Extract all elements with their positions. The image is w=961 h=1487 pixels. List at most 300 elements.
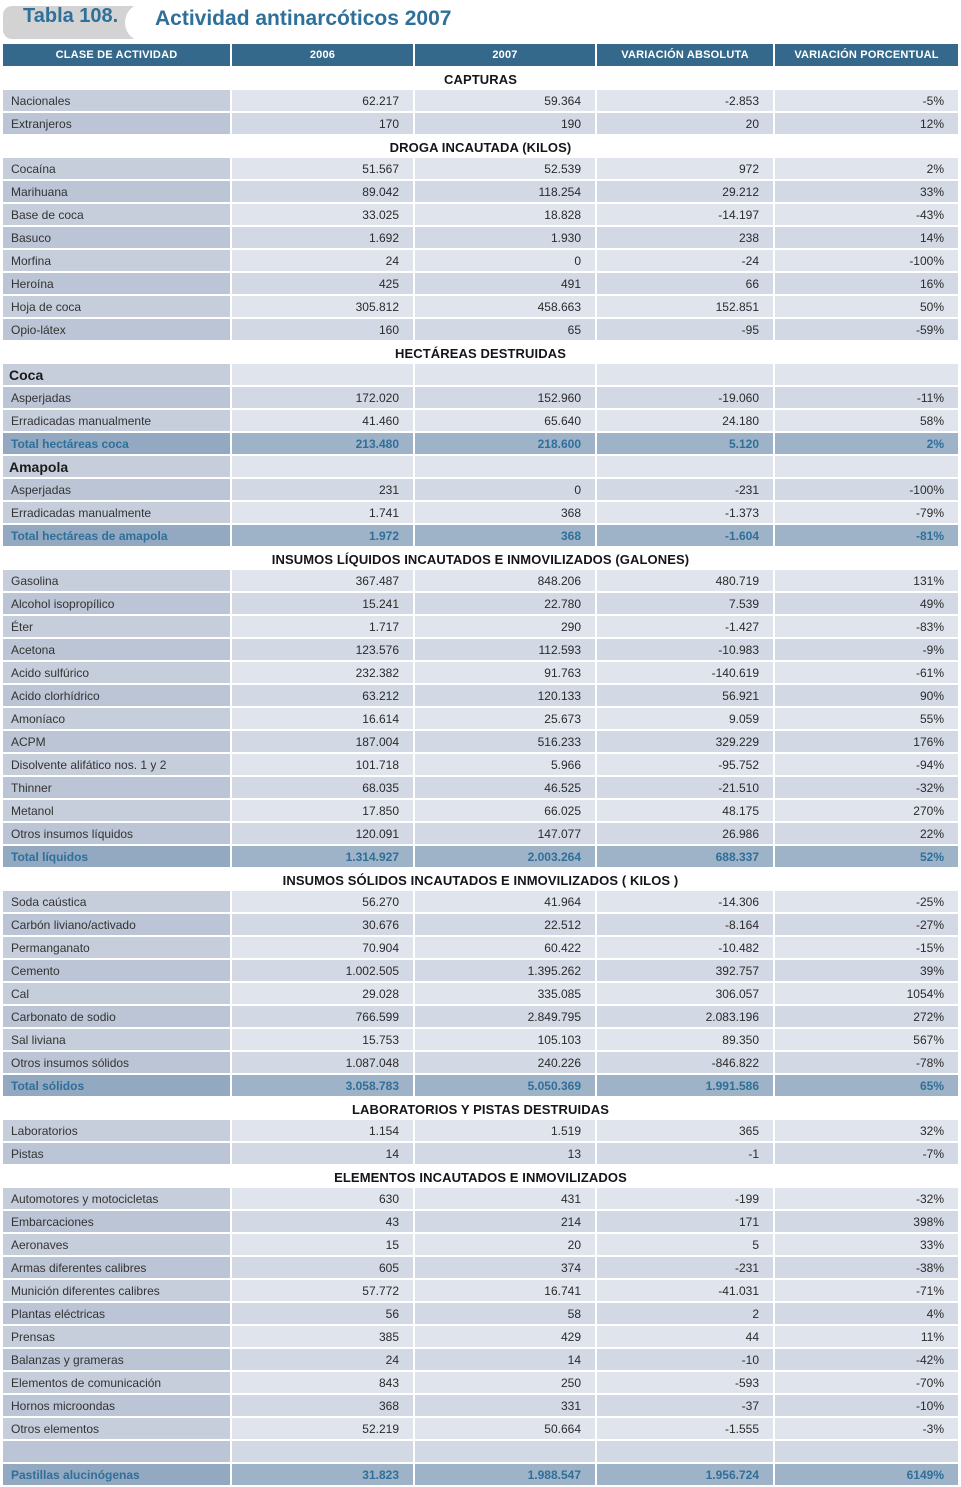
value-2006-cell: 70.904 bbox=[232, 937, 413, 958]
variation-absolute-cell: -1.555 bbox=[597, 1418, 773, 1439]
variation-percent-cell: -94% bbox=[775, 754, 958, 775]
activity-label-cell: Otros insumos sólidos bbox=[3, 1052, 230, 1073]
value-2007-cell: 13 bbox=[415, 1143, 595, 1164]
value-2006-cell: 766.599 bbox=[232, 1006, 413, 1027]
variation-percent-cell: -83% bbox=[775, 616, 958, 637]
table-row bbox=[3, 1303, 958, 1324]
value-2006-cell: 120.091 bbox=[232, 823, 413, 844]
section-title: HECTÁREAS DESTRUIDAS bbox=[394, 345, 566, 361]
activity-label-cell: Nacionales bbox=[3, 90, 230, 111]
table-row bbox=[3, 777, 958, 798]
table-row bbox=[3, 1257, 958, 1278]
table-row bbox=[3, 1052, 958, 1073]
empty-row bbox=[3, 1441, 958, 1462]
variation-absolute-cell: -41.031 bbox=[597, 1280, 773, 1301]
value-2006-cell: 15.241 bbox=[232, 593, 413, 614]
activity-label-cell: Hoja de coca bbox=[3, 296, 230, 317]
table-row bbox=[3, 616, 958, 637]
variation-percent-cell: 50% bbox=[775, 296, 958, 317]
activity-label-cell: Cal bbox=[3, 983, 230, 1004]
variation-percent-cell: 58% bbox=[775, 410, 958, 431]
variation-percent-cell: 12% bbox=[775, 113, 958, 134]
activity-label-cell: Total sólidos bbox=[3, 1075, 230, 1096]
table-row bbox=[3, 1211, 958, 1232]
table-row bbox=[3, 319, 958, 340]
variation-absolute-cell: 329.229 bbox=[597, 731, 773, 752]
value-2006-cell: 57.772 bbox=[232, 1280, 413, 1301]
value-2007-cell: 491 bbox=[415, 273, 595, 294]
variation-absolute-cell: -14.306 bbox=[597, 891, 773, 912]
variation-percent-cell: 14% bbox=[775, 227, 958, 248]
value-2006-cell: 30.676 bbox=[232, 914, 413, 935]
column-header-1: 2006 bbox=[232, 44, 413, 66]
value-2007-cell: 147.077 bbox=[415, 823, 595, 844]
value-2007-cell: 218.600 bbox=[415, 433, 595, 454]
value-2007-cell: 14 bbox=[415, 1349, 595, 1370]
activity-label-cell: Éter bbox=[3, 616, 230, 637]
table-row bbox=[3, 502, 958, 523]
value-2006-cell: 630 bbox=[232, 1188, 413, 1209]
table-row bbox=[3, 113, 958, 134]
activity-label-cell: Erradicadas manualmente bbox=[3, 502, 230, 523]
variation-absolute-cell: -95.752 bbox=[597, 754, 773, 775]
variation-absolute-cell: 2.083.196 bbox=[597, 1006, 773, 1027]
variation-absolute-cell bbox=[597, 456, 773, 477]
variation-absolute-cell: 5 bbox=[597, 1234, 773, 1255]
activity-label-cell: Embarcaciones bbox=[3, 1211, 230, 1232]
value-2006-cell bbox=[232, 1441, 413, 1462]
total-row bbox=[3, 846, 958, 867]
variation-absolute-cell: 44 bbox=[597, 1326, 773, 1347]
activity-label-cell: Carbón liviano/activado bbox=[3, 914, 230, 935]
column-header-0: CLASE DE ACTIVIDAD bbox=[3, 44, 230, 66]
value-2007-cell: 335.085 bbox=[415, 983, 595, 1004]
variation-absolute-cell: -10 bbox=[597, 1349, 773, 1370]
value-2007-cell: 52.539 bbox=[415, 158, 595, 179]
subheader-row bbox=[3, 456, 958, 477]
variation-absolute-cell: 1.956.724 bbox=[597, 1464, 773, 1485]
activity-label-cell: Otros insumos líquidos bbox=[3, 823, 230, 844]
value-2007-cell bbox=[415, 364, 595, 385]
total-row bbox=[3, 433, 958, 454]
section-title: INSUMOS SÓLIDOS INCAUTADOS E INMOVILIZADOS ( KILOS ) bbox=[282, 872, 679, 888]
value-2006-cell: 1.087.048 bbox=[232, 1052, 413, 1073]
section-title: DROGA INCAUTADA (KILOS) bbox=[389, 139, 572, 155]
value-2006-cell: 56.270 bbox=[232, 891, 413, 912]
value-2007-cell: 214 bbox=[415, 1211, 595, 1232]
value-2007-cell: 5.050.369 bbox=[415, 1075, 595, 1096]
value-2006-cell: 385 bbox=[232, 1326, 413, 1347]
activity-label-cell: Pistas bbox=[3, 1143, 230, 1164]
value-2006-cell: 1.692 bbox=[232, 227, 413, 248]
variation-absolute-cell: 7.539 bbox=[597, 593, 773, 614]
value-2006-cell: 52.219 bbox=[232, 1418, 413, 1439]
table-row bbox=[3, 387, 958, 408]
activity-label-cell: Total hectáreas coca bbox=[3, 433, 230, 454]
value-2007-cell: 368 bbox=[415, 502, 595, 523]
value-2006-cell: 231 bbox=[232, 479, 413, 500]
activity-label-cell: Morfina bbox=[3, 250, 230, 271]
activity-label-cell: Total hectáreas de amapola bbox=[3, 525, 230, 546]
table-row bbox=[3, 204, 958, 225]
variation-percent-cell: 39% bbox=[775, 960, 958, 981]
variation-percent-cell: 4% bbox=[775, 1303, 958, 1324]
page-title: Actividad antinarcóticos 2007 bbox=[155, 7, 452, 30]
activity-label-cell: Armas diferentes calibres bbox=[3, 1257, 230, 1278]
variation-percent-cell: 52% bbox=[775, 846, 958, 867]
variation-absolute-cell: 238 bbox=[597, 227, 773, 248]
value-2006-cell: 1.002.505 bbox=[232, 960, 413, 981]
variation-absolute-cell: -1.604 bbox=[597, 525, 773, 546]
column-header-2: 2007 bbox=[415, 44, 595, 66]
value-2007-cell: 105.103 bbox=[415, 1029, 595, 1050]
variation-percent-cell: 33% bbox=[775, 1234, 958, 1255]
table-row bbox=[3, 158, 958, 179]
value-2007-cell: 91.763 bbox=[415, 662, 595, 683]
value-2006-cell: 1.741 bbox=[232, 502, 413, 523]
section-title: LABORATORIOS Y PISTAS DESTRUIDAS bbox=[352, 1101, 609, 1117]
variation-percent-cell: 11% bbox=[775, 1326, 958, 1347]
value-2006-cell: 15.753 bbox=[232, 1029, 413, 1050]
table-row bbox=[3, 593, 958, 614]
variation-percent-cell: -79% bbox=[775, 502, 958, 523]
variation-absolute-cell: 171 bbox=[597, 1211, 773, 1232]
variation-percent-cell: 1054% bbox=[775, 983, 958, 1004]
value-2006-cell: 17.850 bbox=[232, 800, 413, 821]
activity-label-cell: Asperjadas bbox=[3, 479, 230, 500]
table-row bbox=[3, 1372, 958, 1393]
variation-percent-cell: -71% bbox=[775, 1280, 958, 1301]
table-row bbox=[3, 823, 958, 844]
variation-percent-cell bbox=[775, 456, 958, 477]
value-2007-cell: 25.673 bbox=[415, 708, 595, 729]
activity-label-cell: Balanzas y grameras bbox=[3, 1349, 230, 1370]
variation-absolute-cell: 20 bbox=[597, 113, 773, 134]
table-row bbox=[3, 754, 958, 775]
variation-absolute-cell: 9.059 bbox=[597, 708, 773, 729]
table-row bbox=[3, 1349, 958, 1370]
value-2007-cell: 368 bbox=[415, 525, 595, 546]
variation-percent-cell bbox=[775, 364, 958, 385]
table-row bbox=[3, 731, 958, 752]
variation-percent-cell: 90% bbox=[775, 685, 958, 706]
activity-label-cell: ACPM bbox=[3, 731, 230, 752]
value-2006-cell: 213.480 bbox=[232, 433, 413, 454]
value-2006-cell: 51.567 bbox=[232, 158, 413, 179]
activity-label-cell: Munición diferentes calibres bbox=[3, 1280, 230, 1301]
table-row bbox=[3, 914, 958, 935]
value-2007-cell: 50.664 bbox=[415, 1418, 595, 1439]
activity-label-cell: Acido clorhídrico bbox=[3, 685, 230, 706]
table-row bbox=[3, 983, 958, 1004]
variation-absolute-cell: -231 bbox=[597, 479, 773, 500]
activity-label-cell: Coca bbox=[3, 364, 230, 385]
value-2006-cell: 187.004 bbox=[232, 731, 413, 752]
value-2007-cell: 18.828 bbox=[415, 204, 595, 225]
variation-percent-cell bbox=[775, 1441, 958, 1462]
activity-label-cell: Thinner bbox=[3, 777, 230, 798]
table-row bbox=[3, 1029, 958, 1050]
value-2007-cell: 2.003.264 bbox=[415, 846, 595, 867]
table-row bbox=[3, 1418, 958, 1439]
variation-absolute-cell: 56.921 bbox=[597, 685, 773, 706]
table-header-row bbox=[3, 44, 958, 66]
table-row bbox=[3, 891, 958, 912]
variation-absolute-cell: -8.164 bbox=[597, 914, 773, 935]
value-2007-cell: 22.780 bbox=[415, 593, 595, 614]
variation-absolute-cell: 26.986 bbox=[597, 823, 773, 844]
value-2007-cell: 0 bbox=[415, 250, 595, 271]
variation-percent-cell: -61% bbox=[775, 662, 958, 683]
variation-percent-cell: -59% bbox=[775, 319, 958, 340]
table-row bbox=[3, 662, 958, 683]
variation-absolute-cell bbox=[597, 1441, 773, 1462]
variation-percent-cell: 6149% bbox=[775, 1464, 958, 1485]
table-row bbox=[3, 960, 958, 981]
variation-absolute-cell: 29.212 bbox=[597, 181, 773, 202]
value-2007-cell: 516.233 bbox=[415, 731, 595, 752]
activity-label-cell: Extranjeros bbox=[3, 113, 230, 134]
value-2006-cell: 170 bbox=[232, 113, 413, 134]
activity-label-cell: Aeronaves bbox=[3, 1234, 230, 1255]
variation-percent-cell: -70% bbox=[775, 1372, 958, 1393]
table-row bbox=[3, 937, 958, 958]
value-2007-cell: 848.206 bbox=[415, 570, 595, 591]
subheader-row bbox=[3, 364, 958, 385]
activity-label-cell: Plantas eléctricas bbox=[3, 1303, 230, 1324]
variation-absolute-cell bbox=[597, 364, 773, 385]
table-row bbox=[3, 1326, 958, 1347]
variation-absolute-cell: 24.180 bbox=[597, 410, 773, 431]
table-row bbox=[3, 250, 958, 271]
table-number: Tabla 108. bbox=[23, 5, 119, 27]
variation-absolute-cell: -2.853 bbox=[597, 90, 773, 111]
value-2006-cell: 29.028 bbox=[232, 983, 413, 1004]
value-2007-cell: 240.226 bbox=[415, 1052, 595, 1073]
activity-label-cell bbox=[3, 1441, 230, 1462]
variation-absolute-cell: -199 bbox=[597, 1188, 773, 1209]
activity-label-cell: Acetona bbox=[3, 639, 230, 660]
value-2007-cell: 20 bbox=[415, 1234, 595, 1255]
value-2007-cell: 431 bbox=[415, 1188, 595, 1209]
variation-percent-cell: 33% bbox=[775, 181, 958, 202]
variation-percent-cell: -11% bbox=[775, 387, 958, 408]
activity-label-cell: Carbonato de sodio bbox=[3, 1006, 230, 1027]
table-row bbox=[3, 410, 958, 431]
activity-label-cell: Basuco bbox=[3, 227, 230, 248]
table-row bbox=[3, 685, 958, 706]
variation-absolute-cell: -231 bbox=[597, 1257, 773, 1278]
variation-absolute-cell: -846.822 bbox=[597, 1052, 773, 1073]
variation-percent-cell: -5% bbox=[775, 90, 958, 111]
activity-label-cell: Heroína bbox=[3, 273, 230, 294]
variation-absolute-cell: 89.350 bbox=[597, 1029, 773, 1050]
activity-label-cell: Asperjadas bbox=[3, 387, 230, 408]
variation-percent-cell: -9% bbox=[775, 639, 958, 660]
activity-label-cell: Erradicadas manualmente bbox=[3, 410, 230, 431]
value-2007-cell: 1.395.262 bbox=[415, 960, 595, 981]
value-2006-cell: 63.212 bbox=[232, 685, 413, 706]
activity-label-cell: Otros elementos bbox=[3, 1418, 230, 1439]
section-title: ELEMENTOS INCAUTADOS E INMOVILIZADOS bbox=[334, 1169, 627, 1185]
variation-absolute-cell: -10.482 bbox=[597, 937, 773, 958]
variation-percent-cell: -32% bbox=[775, 1188, 958, 1209]
variation-percent-cell: 49% bbox=[775, 593, 958, 614]
variation-absolute-cell: 306.057 bbox=[597, 983, 773, 1004]
value-2007-cell: 0 bbox=[415, 479, 595, 500]
variation-percent-cell: -100% bbox=[775, 250, 958, 271]
variation-percent-cell: -7% bbox=[775, 1143, 958, 1164]
title-bar bbox=[3, 0, 958, 44]
variation-absolute-cell: -10.983 bbox=[597, 639, 773, 660]
value-2006-cell: 24 bbox=[232, 250, 413, 271]
value-2007-cell: 429 bbox=[415, 1326, 595, 1347]
value-2006-cell: 160 bbox=[232, 319, 413, 340]
variation-percent-cell: -38% bbox=[775, 1257, 958, 1278]
variation-absolute-cell: -95 bbox=[597, 319, 773, 340]
variation-absolute-cell: 480.719 bbox=[597, 570, 773, 591]
value-2006-cell: 16.614 bbox=[232, 708, 413, 729]
table-row bbox=[3, 570, 958, 591]
value-2007-cell: 60.422 bbox=[415, 937, 595, 958]
activity-label-cell: Opio-látex bbox=[3, 319, 230, 340]
variation-percent-cell: 131% bbox=[775, 570, 958, 591]
value-2007-cell: 16.741 bbox=[415, 1280, 595, 1301]
value-2006-cell: 89.042 bbox=[232, 181, 413, 202]
value-2006-cell bbox=[232, 456, 413, 477]
value-2006-cell: 3.058.783 bbox=[232, 1075, 413, 1096]
value-2006-cell: 172.020 bbox=[232, 387, 413, 408]
variation-percent-cell: -25% bbox=[775, 891, 958, 912]
section-title: CAPTURAS bbox=[443, 71, 518, 87]
value-2007-cell: 120.133 bbox=[415, 685, 595, 706]
activity-label-cell: Cocaína bbox=[3, 158, 230, 179]
variation-absolute-cell: 5.120 bbox=[597, 433, 773, 454]
variation-absolute-cell: -24 bbox=[597, 250, 773, 271]
value-2006-cell: 41.460 bbox=[232, 410, 413, 431]
activity-label-cell: Metanol bbox=[3, 800, 230, 821]
activity-label-cell: Automotores y motocicletas bbox=[3, 1188, 230, 1209]
variation-percent-cell: -42% bbox=[775, 1349, 958, 1370]
section-title: INSUMOS LÍQUIDOS INCAUTADOS E INMOVILIZADOS (GALONES) bbox=[271, 551, 690, 567]
total-row bbox=[3, 1464, 958, 1485]
variation-absolute-cell: -19.060 bbox=[597, 387, 773, 408]
variation-absolute-cell: 1.991.586 bbox=[597, 1075, 773, 1096]
table-row bbox=[3, 1143, 958, 1164]
table-row bbox=[3, 800, 958, 821]
value-2007-cell: 152.960 bbox=[415, 387, 595, 408]
variation-percent-cell: -100% bbox=[775, 479, 958, 500]
variation-percent-cell: 16% bbox=[775, 273, 958, 294]
value-2007-cell: 331 bbox=[415, 1395, 595, 1416]
variation-percent-cell: 272% bbox=[775, 1006, 958, 1027]
value-2007-cell: 290 bbox=[415, 616, 595, 637]
value-2006-cell: 62.217 bbox=[232, 90, 413, 111]
activity-label-cell: Amapola bbox=[3, 456, 230, 477]
variation-absolute-cell: -21.510 bbox=[597, 777, 773, 798]
value-2006-cell: 305.812 bbox=[232, 296, 413, 317]
value-2007-cell: 1.988.547 bbox=[415, 1464, 595, 1485]
value-2007-cell bbox=[415, 1441, 595, 1462]
value-2006-cell: 68.035 bbox=[232, 777, 413, 798]
table-row bbox=[3, 1280, 958, 1301]
variation-absolute-cell: -1 bbox=[597, 1143, 773, 1164]
activity-label-cell: Alcohol isopropílico bbox=[3, 593, 230, 614]
variation-percent-cell: -78% bbox=[775, 1052, 958, 1073]
activity-label-cell: Acido sulfúrico bbox=[3, 662, 230, 683]
activity-label-cell: Permanganato bbox=[3, 937, 230, 958]
table-row bbox=[3, 1120, 958, 1141]
table-row bbox=[3, 479, 958, 500]
table-row bbox=[3, 90, 958, 111]
variation-absolute-cell: -37 bbox=[597, 1395, 773, 1416]
value-2007-cell: 5.966 bbox=[415, 754, 595, 775]
value-2006-cell: 367.487 bbox=[232, 570, 413, 591]
value-2007-cell: 65.640 bbox=[415, 410, 595, 431]
value-2006-cell: 56 bbox=[232, 1303, 413, 1324]
activity-label-cell: Hornos microondas bbox=[3, 1395, 230, 1416]
value-2006-cell: 31.823 bbox=[232, 1464, 413, 1485]
value-2006-cell: 15 bbox=[232, 1234, 413, 1255]
total-row bbox=[3, 525, 958, 546]
value-2007-cell: 1.930 bbox=[415, 227, 595, 248]
value-2007-cell: 41.964 bbox=[415, 891, 595, 912]
variation-percent-cell: -32% bbox=[775, 777, 958, 798]
value-2007-cell bbox=[415, 456, 595, 477]
value-2006-cell: 605 bbox=[232, 1257, 413, 1278]
total-row bbox=[3, 1075, 958, 1096]
variation-percent-cell: 567% bbox=[775, 1029, 958, 1050]
table-body bbox=[3, 68, 958, 1485]
value-2006-cell: 33.025 bbox=[232, 204, 413, 225]
value-2007-cell: 112.593 bbox=[415, 639, 595, 660]
activity-label-cell: Marihuana bbox=[3, 181, 230, 202]
value-2006-cell: 24 bbox=[232, 1349, 413, 1370]
table-row bbox=[3, 1188, 958, 1209]
variation-percent-cell: -15% bbox=[775, 937, 958, 958]
variation-absolute-cell: 152.851 bbox=[597, 296, 773, 317]
activity-label-cell: Amoníaco bbox=[3, 708, 230, 729]
variation-percent-cell: -10% bbox=[775, 1395, 958, 1416]
value-2006-cell bbox=[232, 364, 413, 385]
value-2006-cell: 843 bbox=[232, 1372, 413, 1393]
activity-label-cell: Elementos de comunicación bbox=[3, 1372, 230, 1393]
value-2007-cell: 250 bbox=[415, 1372, 595, 1393]
table-row bbox=[3, 1234, 958, 1255]
value-2006-cell: 1.717 bbox=[232, 616, 413, 637]
value-2007-cell: 2.849.795 bbox=[415, 1006, 595, 1027]
variation-absolute-cell: 972 bbox=[597, 158, 773, 179]
value-2007-cell: 65 bbox=[415, 319, 595, 340]
variation-absolute-cell: 688.337 bbox=[597, 846, 773, 867]
variation-percent-cell: -43% bbox=[775, 204, 958, 225]
value-2007-cell: 118.254 bbox=[415, 181, 595, 202]
variation-percent-cell: 2% bbox=[775, 433, 958, 454]
variation-absolute-cell: -14.197 bbox=[597, 204, 773, 225]
value-2006-cell: 123.576 bbox=[232, 639, 413, 660]
table-row bbox=[3, 639, 958, 660]
variation-percent-cell: -27% bbox=[775, 914, 958, 935]
value-2007-cell: 458.663 bbox=[415, 296, 595, 317]
activity-label-cell: Laboratorios bbox=[3, 1120, 230, 1141]
value-2007-cell: 59.364 bbox=[415, 90, 595, 111]
value-2006-cell: 1.972 bbox=[232, 525, 413, 546]
variation-absolute-cell: -140.619 bbox=[597, 662, 773, 683]
activity-label-cell: Disolvente alifático nos. 1 y 2 bbox=[3, 754, 230, 775]
table-row bbox=[3, 1006, 958, 1027]
table-row bbox=[3, 227, 958, 248]
variation-percent-cell: 22% bbox=[775, 823, 958, 844]
